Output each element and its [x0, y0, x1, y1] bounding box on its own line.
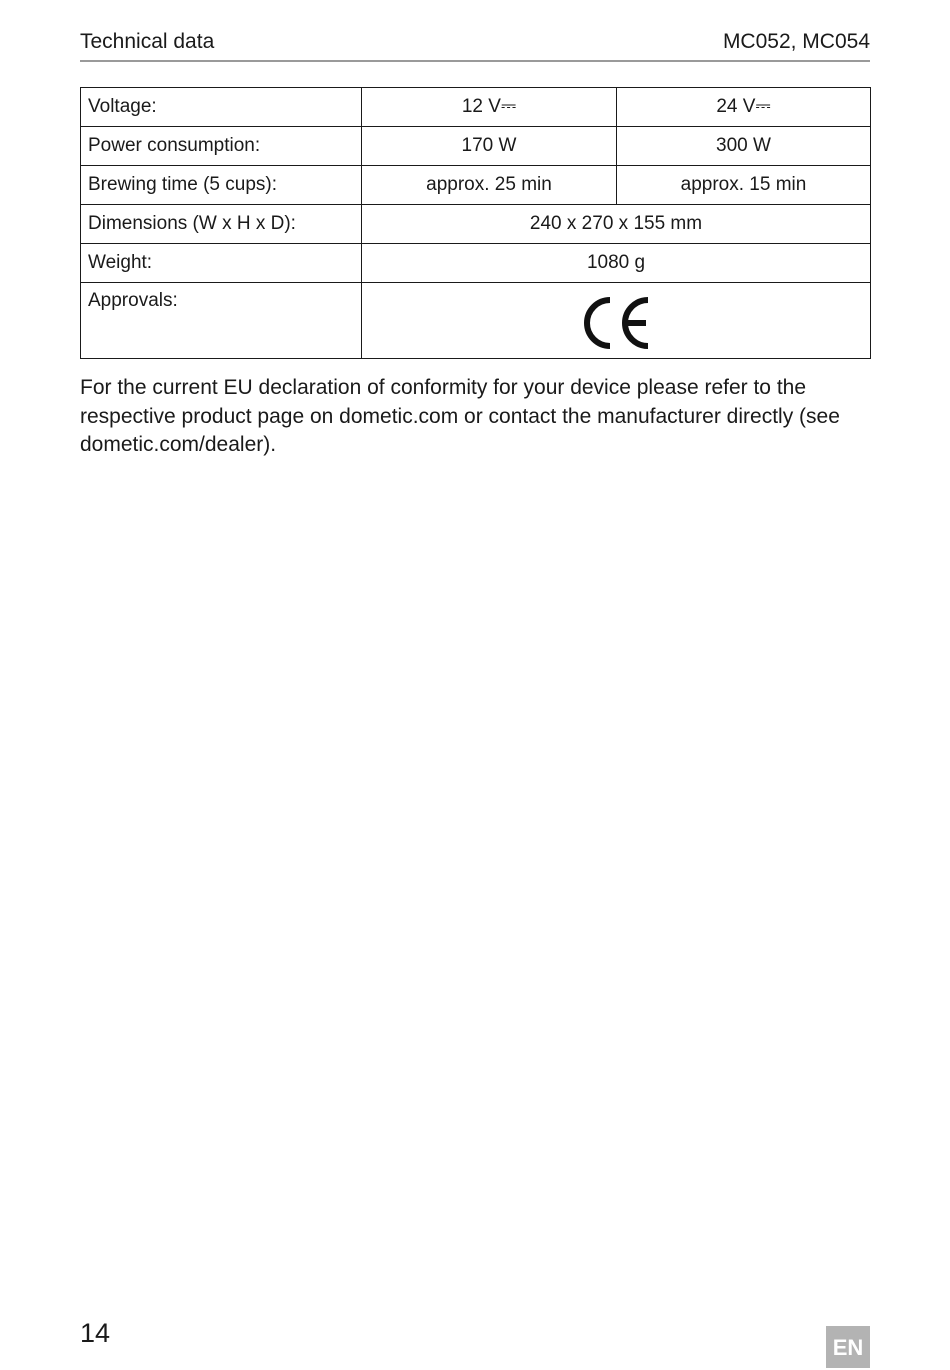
table-row-weight — [81, 244, 871, 283]
model-numbers: MC052, MC054 — [722, 30, 870, 53]
weight-label: Weight: — [81, 244, 362, 283]
table-row-brewing — [81, 166, 871, 205]
dimensions-value: 240 x 270 x 155 mm — [362, 205, 871, 244]
technical-data-table — [80, 87, 871, 359]
brewing-label: Brewing time (5 cups): — [81, 166, 362, 205]
voltage-12v-value: 12 V — [461, 96, 501, 117]
voltage-24v-value: 24 V — [716, 96, 756, 117]
ce-mark-icon — [580, 297, 652, 349]
page-header — [80, 30, 870, 62]
table-row-power — [81, 127, 871, 166]
brewing-24v-value: approx. 15 min — [617, 166, 871, 205]
table-row-dimensions — [81, 205, 871, 244]
dimensions-label: Dimensions (W x H x D): — [81, 205, 362, 244]
dc-symbol-icon: ⎓ — [500, 96, 517, 117]
voltage-12v-cell — [362, 88, 617, 127]
section-title: Technical data — [80, 30, 215, 53]
voltage-24v-cell — [617, 88, 871, 127]
conformity-note: For the current EU declaration of conformity for your device please refer to the respective product page on dometic.com or contact the manufacturer directly (see dometic.com/dealer). — [80, 376, 840, 456]
power-24v-value: 300 W — [617, 127, 871, 166]
dc-symbol-icon: ⎓ — [755, 96, 771, 117]
table-row-voltage — [81, 88, 871, 127]
power-12v-value: 170 W — [362, 127, 617, 166]
approvals-label: Approvals: — [81, 283, 362, 359]
page-number: 14 — [80, 1318, 111, 1348]
brewing-12v-value: approx. 25 min — [362, 166, 617, 205]
weight-value: 1080 g — [362, 244, 871, 283]
voltage-label: Voltage: — [81, 88, 362, 127]
language-badge: EN — [826, 1326, 870, 1368]
table-row-approvals — [81, 283, 871, 359]
power-label: Power consumption: — [81, 127, 362, 166]
approvals-cell — [362, 283, 871, 359]
